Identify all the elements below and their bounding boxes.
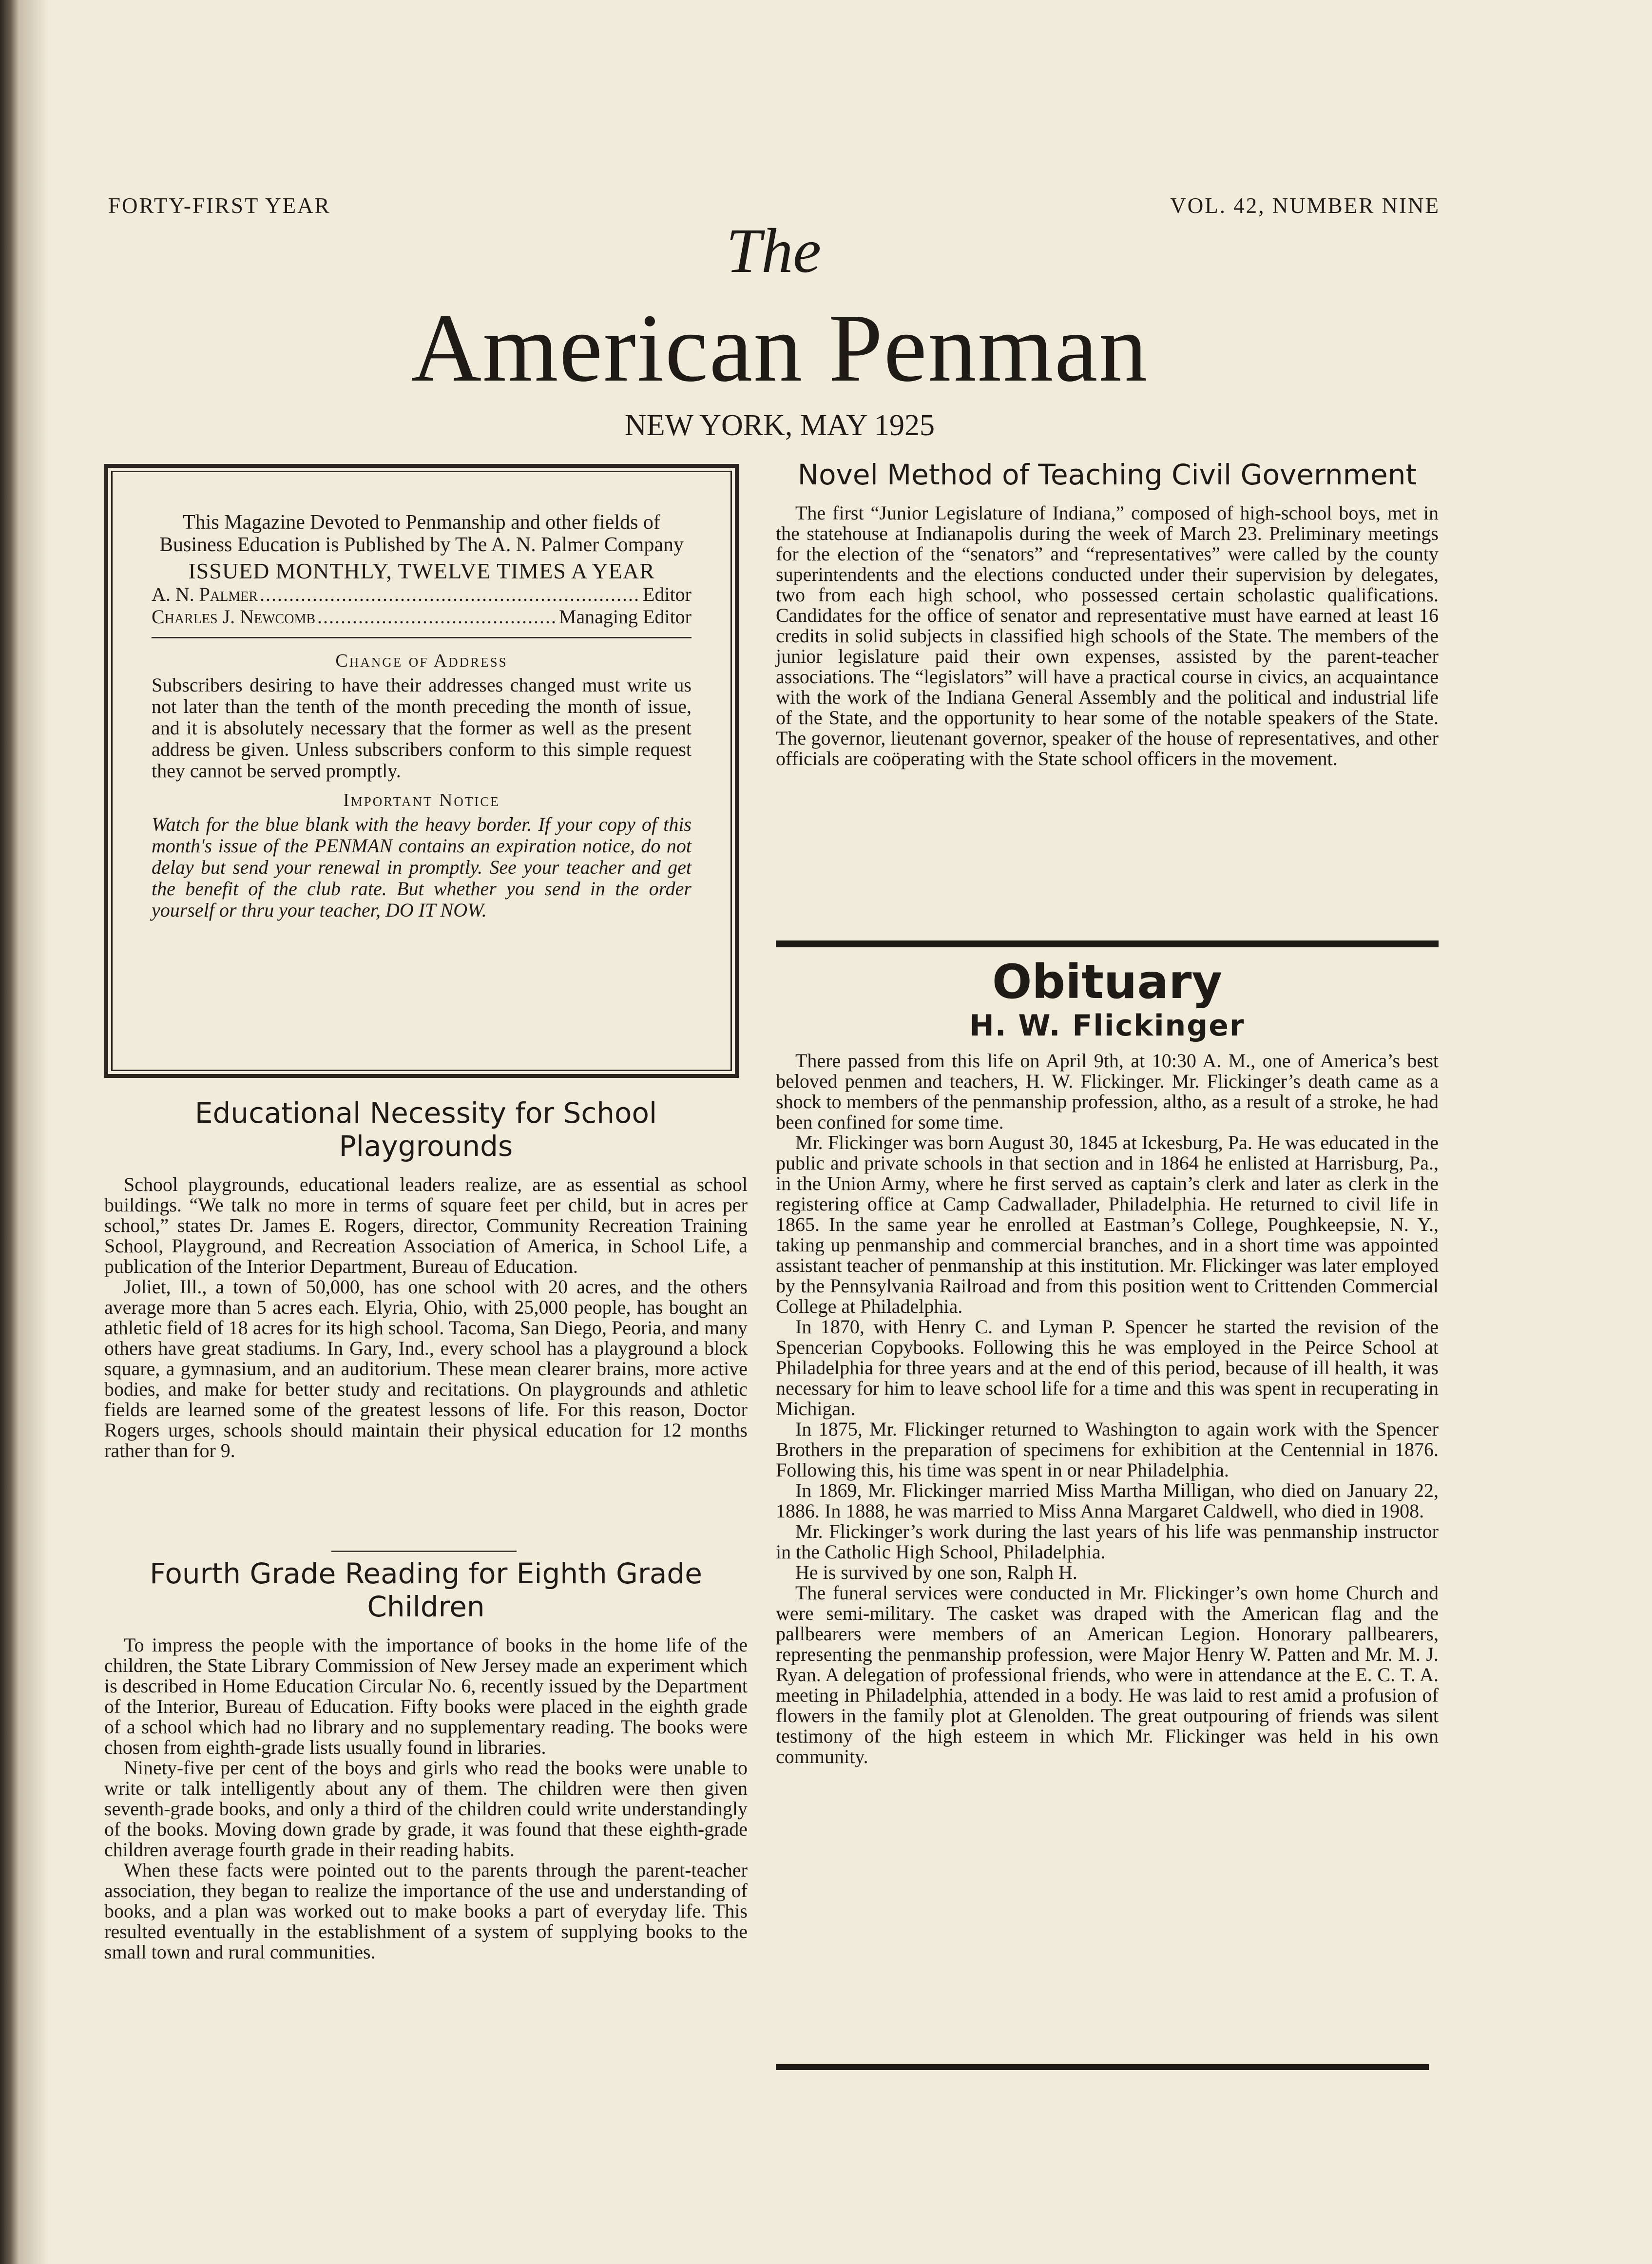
article-paragraph: The first “Junior Legislature of Indiana,” composed of high-school boys, met in the statehouse at Indianapolis during the week of March 23. Preliminary meetings for the election of the “senators” and “representatives” were called by the county superintendents and the elections conducted under their supervision by delegates, two from each high school, who possessed certain scholastic qualifications. Candidates for the office of senator and representative must have earned at least 16 credits in solid subjects in classified high schools of the State. The members of the junior legislature paid their own expenses, assisted by the parent-teacher associations. The “legislators” will have a practical course in civics, an acquaintance with the work of the Indiana General Assembly and the political and industrial life of the State, and the opportunity to hear some of the notable speakers of the State. The governor, lieutenant governor, speaker of the house of representatives, and other officials are coöperating with the State school officers in the movement. (776, 502, 1439, 769)
article-paragraph: Mr. Flickinger was born August 30, 1845 at Ickesburg, Pa. He was educated in the public and private schools in that section and in 1864 he enlisted at Harrisburg, Pa., in the Union Army, where he first served as captain’s clerk and later as clerk in the registering office at Camp Cadwallader, Philadelphia. He returned to civil life in 1865. In the same year he enrolled at Eastman’s College, Poughkeepsie, N. Y., taking up penmanship and commercial branches, and in a short time was appointed assistant teacher of penmanship at this institution. Mr. Flickinger was later employed by the Pennsylvania Railroad and from this position went to Crittenden Commercial College at Philadelphia. (776, 1132, 1439, 1317)
article-obituary (776, 955, 1439, 1767)
staff-role: Managing Editor (558, 606, 692, 628)
article-paragraph: In 1870, with Henry C. and Lyman P. Spencer he started the revision of the Spencerian Copybooks. Following this he was employed in the Peirce School at Philadelphia for three years and at the end of this period, because of ill health, it was necessary for him to leave school life for a time and this was spent in recuperating in Michigan. (776, 1316, 1439, 1420)
obituary-title: Obituary (992, 955, 1223, 1009)
dot-leader (317, 606, 557, 628)
dateline: NEW YORK, MAY 1925 (624, 409, 935, 442)
masthead-divider (152, 637, 692, 638)
article-paragraph: There passed from this life on April 9th, at 10:30 A. M., one of America’s best beloved penmen and teachers, H. W. Flickinger. Mr. Flickinger’s death came as a shock to members of the penmanship profession, altho, as a result of a stroke, he had been confined for some time. (776, 1050, 1439, 1133)
article-paragraph: When these facts were pointed out to the parents through the parent-teacher association, they began to realize the importance of the use and understanding of books, and a plan was worked out to make books a part of everyday life. This resulted eventually in the establishment of a system of supplying books to the small town and rural communities. (104, 1859, 748, 1963)
heavy-divider (776, 940, 1439, 947)
obituary-subtitle: H. W. Flickinger (969, 1009, 1245, 1043)
heavy-divider (776, 2064, 1429, 2070)
masthead-inner (111, 471, 732, 1071)
volume-label: VOL. 42, NUMBER NINE (1170, 193, 1440, 218)
article-title: Fourth Grade Reading for Eighth Grade Children (150, 1557, 702, 1623)
article-reading (104, 1557, 748, 1962)
masthead-issued: ISSUED MONTHLY, TWELVE TIMES A YEAR (188, 558, 655, 583)
masthead-box (104, 464, 739, 1078)
magazine-title: American Penman (411, 294, 1149, 402)
change-of-address-heading: Change of Address (335, 651, 508, 671)
article-paragraph: To impress the people with the importance of books in the home life of the children, the State Library Commission of New Jersey made an experiment which is described in Home Education Circular No. 6, recently issued by the Department of the Interior, Bureau of Education. Fifty books were placed in the eighth grade of a school which had no library and no supplementary reading. The books were chosen from eighth-grade lists usually found in libraries. (104, 1634, 748, 1758)
title-the: The (726, 216, 821, 286)
article-paragraph: School playgrounds, educational leaders realize, are as essential as school buildings. “We talk no more in terms of square feet per child, but in acres per school,” states Dr. James E. Rogers, director, Community Recreation Training School, Playground, and Recreation Association of America, in School Life, a publication of the Interior Department, Bureau of Education. (104, 1173, 748, 1277)
important-notice-heading: Important Notice (343, 790, 500, 810)
article-title: Novel Method of Teaching Civil Government (797, 458, 1417, 491)
staff-row-editor (152, 583, 692, 606)
article-divider (331, 1551, 517, 1552)
article-paragraph: In 1875, Mr. Flickinger returned to Washington to again work with the Spencer Brothers in the preparation of specimens for exhibition at the Centennial in 1876. Following this, his time was spent in or near Philadelphia. (776, 1418, 1439, 1481)
article-paragraph: The funeral services were conducted in Mr. Flickinger’s own home Church and were semi-military. The casket was draped with the American flag and the pallbearers were members of an American Legion. Honorary pallbearers, representing the penmanship profession, were Major Henry W. Patten and Mr. M. J. Ryan. A delegation of professional friends, who were in attendance at the E. C. T. A. meeting in Philadelphia, attended in a body. He was laid to rest amid a profusion of flowers in the family plot at Glenolden. The great outpouring of friends was silent testimony of the high esteem in which Mr. Flickinger was held in his own community. (776, 1582, 1439, 1767)
staff-name: Charles J. Newcomb (152, 606, 316, 628)
staff-name: A. N. Palmer (152, 583, 258, 605)
important-notice-text: Watch for the blue blank with the heavy border. If your copy of this month's issue of the PENMAN contains an expiration notice, do not delay but send your renewal in promptly. See your teacher and get the benefit of the club rate. But whether you send in the order yourself or thru your teacher, DO IT NOW. (152, 813, 692, 921)
article-paragraph: Joliet, Ill., a town of 50,000, has one school with 20 acres, and the others average more than 5 acres each. Elyria, Ohio, with 25,000 people, has bought an athletic field of 18 acres for its high school. Tacoma, San Diego, Peoria, and many others have great stadiums. In Gary, Ind., every school has a playground a block square, a gymnasium, and an auditorium. These mean clearer brains, more active bodies, and make for better study and recitations. On playgrounds and athletic fields are learned some of the greatest lessons of life. For this reason, Doctor Rogers urges, schools should maintain their physical education for 12 months rather than for 9. (104, 1276, 748, 1461)
article-paragraph: In 1869, Mr. Flickinger married Miss Martha Milligan, who died on January 22, 1886. In 1888, he was married to Miss Anna Margaret Caldwell, who died in 1908. (776, 1479, 1439, 1522)
staff-role: Editor (643, 583, 692, 605)
article-paragraph: Ninety-five per cent of the boys and girls who read the books were unable to write or talk intelligently about any of them. The children were then given seventh-grade books, and only a third of the children could write understandingly of the books. Moving down grade by grade, it was found that these eighth-grade children average fourth grade in their reading habits. (104, 1757, 748, 1861)
year-label: FORTY-FIRST YEAR (108, 193, 331, 218)
article-title: Educational Necessity for School Playgrounds (194, 1096, 657, 1163)
article-civil-government (776, 458, 1439, 769)
article-paragraph: He is survived by one son, Ralph H. (795, 1561, 1077, 1583)
staff-row-managing-editor (152, 606, 692, 628)
article-playgrounds (104, 1096, 748, 1461)
change-of-address-text: Subscribers desiring to have their addresses changed must write us not later than the tenth of the month preceding the month of issue, and it is absolutely necessary that the former as well as the present address be given. Unless subscribers conform to this simple request they cannot be served promptly. (152, 674, 692, 782)
article-paragraph: Mr. Flickinger’s work during the last years of his life was penmanship instructor in the Catholic High School, Philadelphia. (776, 1520, 1439, 1563)
dot-leader (260, 583, 641, 606)
masthead-intro: This Magazine Devoted to Penmanship and other fields of Business Education is Published by The A. N. Palmer Company (159, 511, 684, 556)
